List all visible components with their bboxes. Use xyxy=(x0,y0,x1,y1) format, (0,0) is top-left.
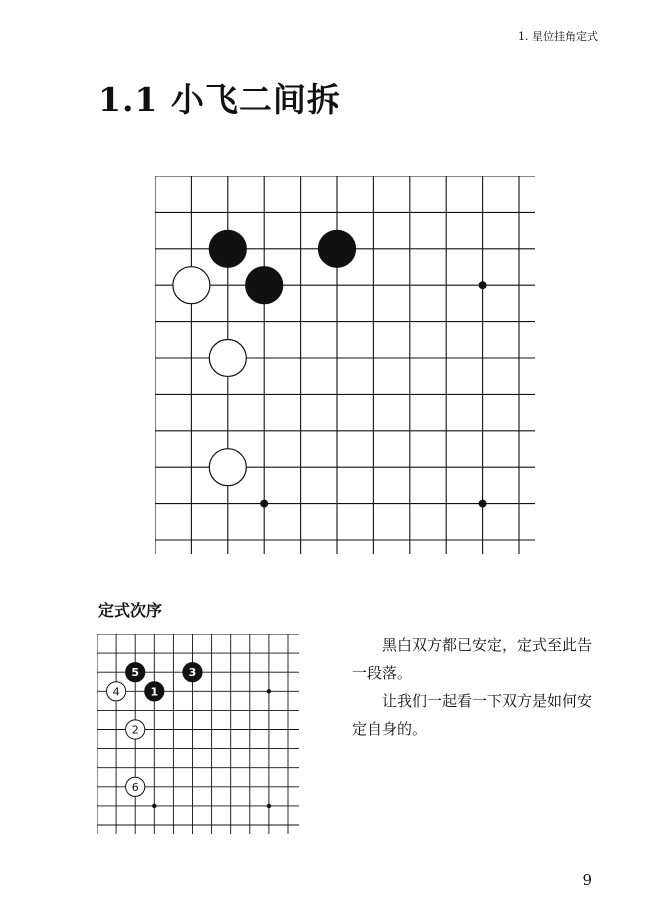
page-title: 1.1 小飞二间拆 xyxy=(98,80,341,119)
star-point xyxy=(152,804,156,808)
white-stone xyxy=(126,777,145,796)
move-number: 6 xyxy=(131,780,139,794)
star-point xyxy=(267,689,271,693)
black-stone xyxy=(126,663,145,682)
paragraph-2: 让我们一起看一下双方是如何安定自身的。 xyxy=(352,692,593,738)
white-stone xyxy=(209,449,246,486)
star-point xyxy=(267,804,271,808)
star-point xyxy=(479,281,487,289)
move-number: 2 xyxy=(131,723,139,737)
section-heading: 定式次序 xyxy=(98,601,163,620)
black-stone xyxy=(209,230,246,267)
black-stone xyxy=(246,267,283,304)
go-board-main xyxy=(155,176,535,554)
paragraph-1: 黑白双方都已安定，定式至此告一段落。 xyxy=(352,636,593,682)
black-stone xyxy=(319,230,356,267)
white-stone xyxy=(126,720,145,739)
go-board-sequence xyxy=(97,634,299,834)
move-number: 5 xyxy=(131,666,140,680)
black-stone xyxy=(145,682,164,701)
white-stone xyxy=(209,340,246,377)
black-stone xyxy=(183,663,202,682)
running-header: 1. 星位挂角定式 xyxy=(518,30,598,43)
star-point xyxy=(260,500,268,508)
move-number: 1 xyxy=(150,685,159,699)
white-stone xyxy=(107,682,126,701)
move-number: 3 xyxy=(188,666,197,680)
page-number: 9 xyxy=(582,871,592,889)
move-number: 4 xyxy=(112,685,120,699)
star-point xyxy=(479,500,487,508)
white-stone xyxy=(173,267,210,304)
body-text xyxy=(352,631,602,743)
